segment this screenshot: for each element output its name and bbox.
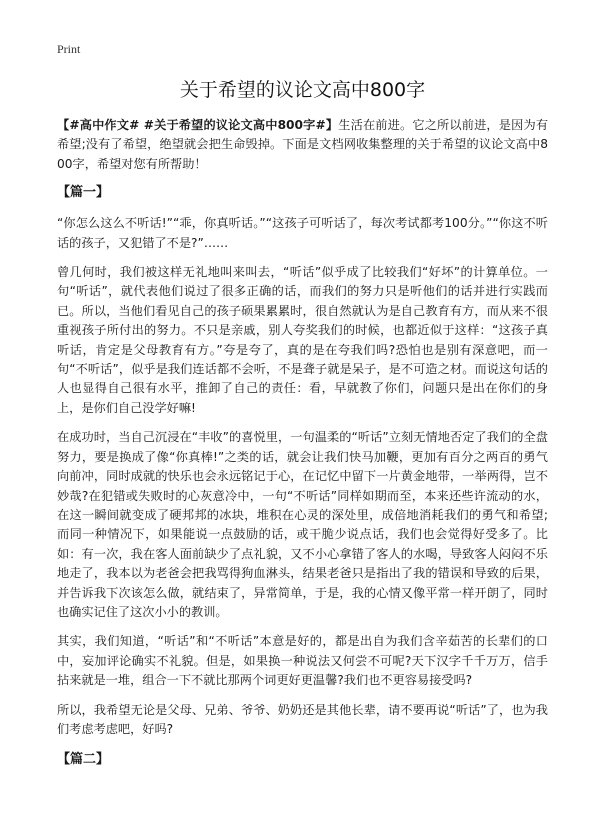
body-paragraph-2: 曾几何时，我们被这样无礼地叫来叫去，“听话”似乎成了比较我们“好坏”的计算单位。一句“听话”，就代表他们说过了很多正确的话，而我们的努力只是听他们的话并进行实践而已。所以，当他们看见自己的孩子硕果累累时，很自然就认为是自己教育有方，而从来不很重视孩子所付出的努力。不只是亲戚，别人夸奖我们的时候，也都近似于这样：“这孩子真听话，肯定是父母教育有方。”夸是夸了，真的是在夸我们吗?恐怕也是别有深意吧，而一句“不听话”，似乎是我们连话都不会听，不是聋子就是呆子，是不可造之材。而说这句话的人也显得自己很有水平，推卸了自己的责任：看，早就教了你们，问题只是出在你们的身上，是你们自己没学好嘛! bbox=[57, 265, 548, 415]
intro-tags: 【#高中作文# #关于希望的议论文高中800字#】 bbox=[57, 118, 339, 132]
section-heading-two: 【篇二】 bbox=[57, 752, 110, 768]
intro-paragraph bbox=[57, 116, 548, 174]
body-paragraph-3: 在成功时，当自己沉浸在“丰收”的喜悦里，一句温柔的“听话”立刻无情地否定了我们的全盘努力，要是换成了像“你真棒!”之类的话，就会让我们快马加鞭，更加有百分之两百的勇气向前冲，同时成就的快乐也会永远铭记于心，在记忆中留下一片黄金地带，一举两得，岂不妙哉?在犯错或失败时的心灰意冷中，一句“不听话”同样如期而至，本来还些许流动的水，在这一瞬间就变成了硬邦邦的冰块，堆积在心灵的深处里，成倍地消耗我们的勇气和希望;而同一种情况下，如果能说一点鼓励的话，或干脆少说点话，我们也会觉得好受多了。比如：有一次，我在客人面前缺少了点礼貌，又不小心拿错了客人的水喝，导致客人闷闷不乐地走了，我本以为老爸会把我骂得狗血淋头，结果老爸只是指出了我的错误和导致的后果，并告诉我下次该怎么做，就结束了，异常简单，于是，我的心情又像平常一样开朗了，同时也确实记住了这次小小的教训。 bbox=[57, 430, 548, 619]
intro-text: 生活在前进。它之所以前进，是因为有希望;没有了希望，绝望就会把生命毁掉。下面是文档网收集整理的关于希望的议论文高中800字，希望对您有所帮助！ bbox=[57, 118, 549, 171]
print-label: Print bbox=[57, 42, 81, 56]
body-paragraph-4: 其实，我们知道，“听话”和“不听话”本意是好的，都是出自为我们含辛茹苦的长辈们的口中，妄加评论确实不礼貌。但是，如果换一种说法又何尝不可呢?天下汉字千千万万，信手拈来就是一堆，组合一下不就比那两个词更好更温馨?我们也不更容易接受吗? bbox=[57, 634, 548, 688]
body-paragraph-5: 所以，我希望无论是父母、兄弟、爷爷、奶奶还是其他长辈，请不要再说“听话”了，也为我们考虑考虑吧，好吗? bbox=[57, 702, 548, 736]
body-paragraph-1: “你怎么这么不听话!”“乖，你真听话。”“这孩子可听话了，每次考试都考100分。”“你这不听话的孩子，又犯错了不是?”…… bbox=[57, 216, 548, 250]
section-heading-one: 【篇一】 bbox=[57, 185, 110, 201]
page-title: 关于希望的议论文高中800字 bbox=[179, 79, 426, 101]
